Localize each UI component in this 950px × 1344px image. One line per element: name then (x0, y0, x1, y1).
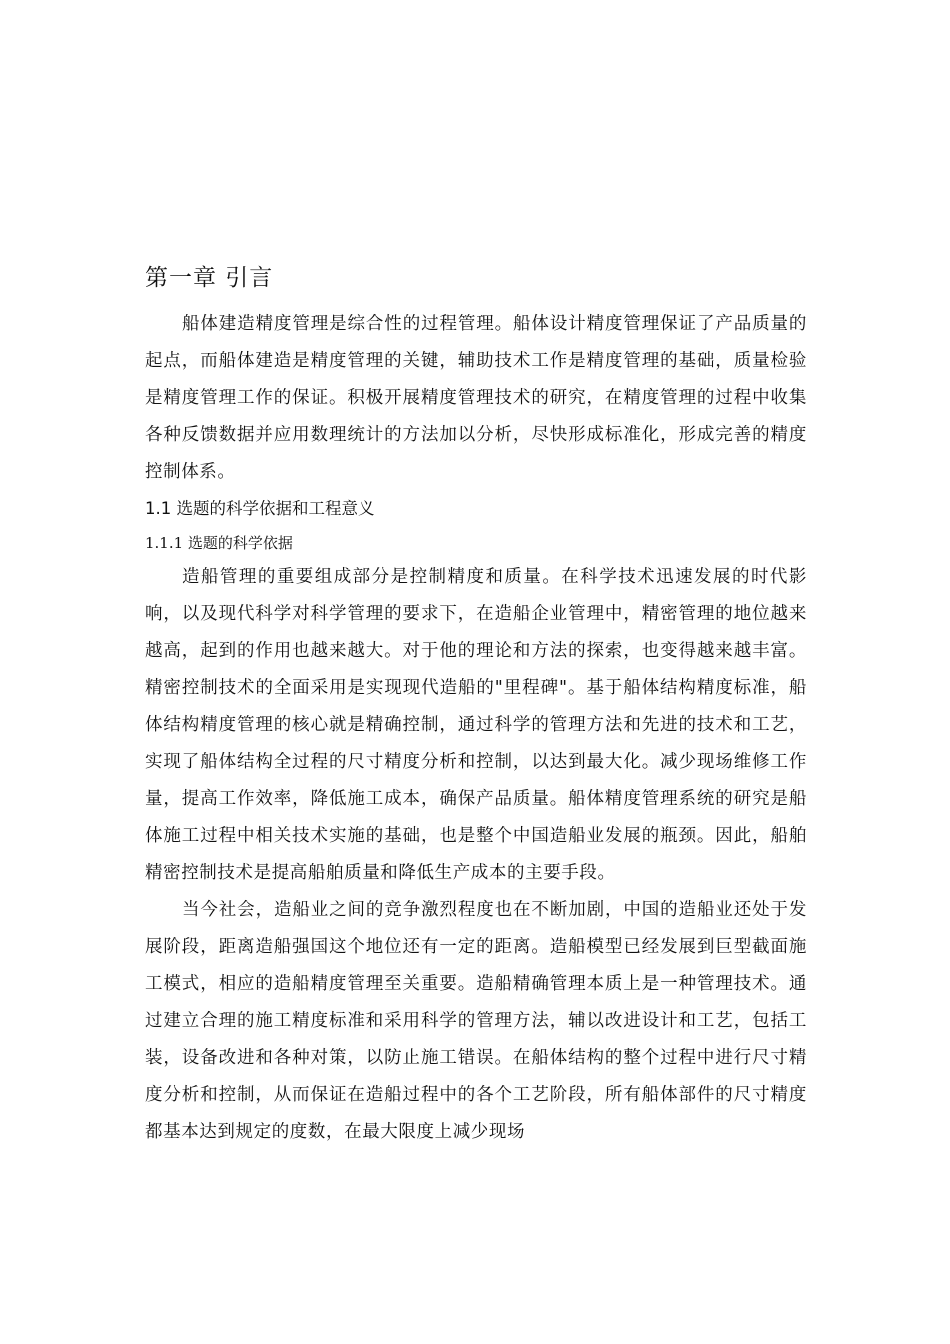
section-heading-1-1-1: 1.1.1 选题的科学依据 (145, 534, 293, 552)
document-page (145, 258, 807, 1151)
intro-paragraph: 船体建造精度管理是综合性的过程管理。船体设计精度管理保证了产品质量的起点，而船体建造是精度管理的关键，辅助技术工作是精度管理的基础，质量检验是精度管理工作的保证。积极开展精度管理技术的研究，在精度管理的过程中收集各种反馈数据并应用数理统计的方法加以分析，尽快形成标准化，形成完善的精度控制体系。 (145, 314, 807, 482)
body-paragraph: 当今社会，造船业之间的竞争激烈程度也在不断加剧，中国的造船业还处于发展阶段，距离造船强国这个地位还有一定的距离。造船模型已经发展到巨型截面施工模式，相应的造船精度管理至关重要。造船精确管理本质上是一种管理技术。通过建立合理的施工精度标准和采用科学的管理方法，辅以改进设计和工艺，包括工装，设备改进和各种对策，以防止施工错误。在船体结构的整个过程中进行尺寸精度分析和控制，从而保证在造船过程中的各个工艺阶段，所有船体部件的尺寸精度都基本达到规定的度数，在最大限度上减少现场 (145, 900, 807, 1142)
chapter-title: 第一章 引言 (145, 265, 274, 291)
section-heading-1-1: 1.1 选题的科学依据和工程意义 (145, 499, 375, 518)
body-paragraph: 造船管理的重要组成部分是控制精度和质量。在科学技术迅速发展的时代影响，以及现代科学对科学管理的要求下，在造船企业管理中，精密管理的地位越来越高，起到的作用也越来越大。对于他的理论和方法的探索，也变得越来越丰富。精密控制技术的全面采用是实现现代造船的"里程碑"。基于船体结构精度标准，船体结构精度管理的核心就是精确控制，通过科学的管理方法和先进的技术和工艺，实现了船体结构全过程的尺寸精度分析和控制，以达到最大化。减少现场维修工作量，提高工作效率，降低施工成本，确保产品质量。船体精度管理系统的研究是船体施工过程中相关技术实施的基础，也是整个中国造船业发展的瓶颈。因此，船舶精密控制技术是提高船舶质量和降低生产成本的主要手段。 (145, 567, 807, 883)
